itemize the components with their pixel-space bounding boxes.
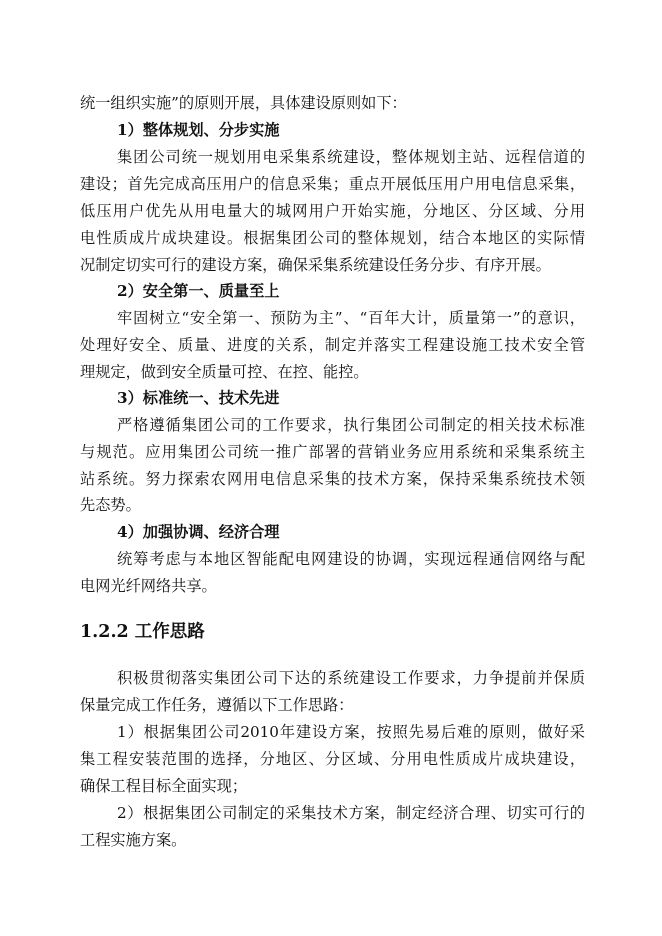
paragraph-line: 况制定切实可行的建设方案，确保采集系统建设任务分步、有序开展。 (80, 256, 551, 274)
paragraph-line: 电网光纤网络共享。 (80, 577, 217, 595)
list-item-line: 确保工程目标全面实现； (80, 777, 248, 795)
paragraph-line: 统筹考虑与本地区智能配电网建设的协调，实现远程通信网络与配 (117, 550, 585, 568)
paragraph-line: 与规范。应用集团公司统一推广部署的营销业务应用系统和采集系统主 (80, 443, 585, 461)
paragraph-line: 电性质成片成块建设。根据集团公司的整体规划，结合本地区的实际情 (80, 229, 585, 247)
paragraph-line: 牢固树立“安全第一、预防为主”、“百年大计，质量第一”的意识， (117, 309, 585, 327)
list-item-line: 1）根据集团公司2010年建设方案，按照先易后难的原则，做好采 (117, 723, 585, 741)
paragraph-line: 先态势。 (80, 496, 141, 514)
principle-heading-4: 4）加强协调、经济合理 (117, 523, 280, 541)
paragraph-line: 理规定，做到安全质量可控、在控、能控。 (80, 363, 369, 381)
paragraph-line: 统一组织实施”的原则开展，具体建设原则如下： (80, 94, 407, 112)
principle-heading-1: 1）整体规划、分步实施 (117, 121, 280, 139)
paragraph-line: 站系统。努力探索农网用电信息采集的技术方案，保持采集系统技术领 (80, 470, 585, 488)
list-item-line: 2）根据集团公司制定的采集技术方案，制定经济合理、切实可行的 (117, 804, 585, 822)
paragraph-line: 处理好安全、质量、进度的关系，制定并落实工程建设施工技术安全管 (80, 336, 585, 354)
paragraph-line: 保量完成工作任务，遵循以下工作思路： (80, 696, 354, 714)
list-item-line: 集工程安装范围的选择，分地区、分区域、分用电性质成片成块建设， (80, 750, 585, 768)
list-item-line: 工程实施方案。 (80, 831, 187, 849)
paragraph-line: 低压用户优先从用电量大的城网用户开始实施，分地区、分区域、分用 (80, 202, 585, 220)
paragraph-line: 积极贯彻落实集团公司下达的系统建设工作要求，力争提前并保质 (117, 669, 585, 687)
principle-heading-3: 3）标准统一、技术先进 (117, 389, 280, 407)
section-heading: 1.2.2 工作思路 (80, 622, 205, 642)
paragraph-line: 建设；首先完成高压用户的信息采集；重点开展低压用户用电信息采集， (80, 175, 585, 193)
principle-heading-2: 2）安全第一、质量至上 (117, 282, 280, 300)
paragraph-line: 严格遵循集团公司的工作要求，执行集团公司制定的相关技术标准 (117, 416, 585, 434)
paragraph-line: 集团公司统一规划用电采集系统建设，整体规划主站、远程信道的 (117, 148, 585, 166)
